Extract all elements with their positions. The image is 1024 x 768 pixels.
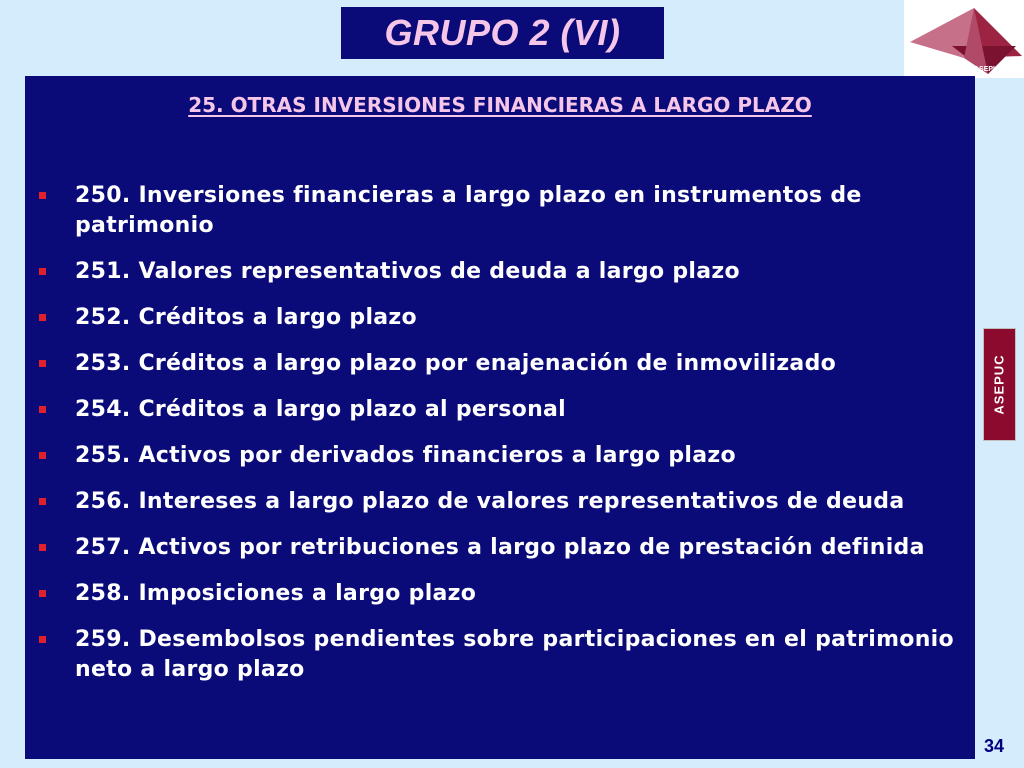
asepuc-logo-icon bbox=[904, 0, 1024, 78]
list-item: 254. Créditos a largo plazo al personal bbox=[37, 395, 957, 425]
list-item: 250. Inversiones financieras a largo plazo en instrumentos de patrimonio bbox=[37, 181, 957, 241]
bullet-icon bbox=[39, 498, 46, 505]
bullet-icon bbox=[39, 636, 46, 643]
list-item: 257. Activos por retribuciones a largo plazo de prestación definida bbox=[37, 533, 957, 563]
bullet-icon bbox=[39, 192, 46, 199]
side-tab-label: ASEPUC bbox=[992, 354, 1007, 415]
bullet-icon bbox=[39, 314, 46, 321]
account-list bbox=[37, 181, 957, 701]
bullet-icon bbox=[39, 590, 46, 597]
section-heading: 25. OTRAS INVERSIONES FINANCIERAS A LARGO PLAZO bbox=[188, 93, 812, 117]
bullet-icon bbox=[39, 268, 46, 275]
bullet-icon bbox=[39, 360, 46, 367]
bullet-icon bbox=[39, 452, 46, 459]
content-panel bbox=[25, 76, 975, 759]
list-item: 251. Valores representativos de deuda a largo plazo bbox=[37, 257, 957, 287]
list-item: 255. Activos por derivados financieros a largo plazo bbox=[37, 441, 957, 471]
page-number: 34 bbox=[984, 736, 1005, 756]
title-box bbox=[341, 7, 664, 59]
list-item: 259. Desembolsos pendientes sobre participaciones en el patrimonio neto a largo plazo bbox=[37, 625, 957, 685]
list-item: 253. Créditos a largo plazo por enajenación de inmovilizado bbox=[37, 349, 957, 379]
list-item: 252. Créditos a largo plazo bbox=[37, 303, 957, 333]
list-item: 258. Imposiciones a largo plazo bbox=[37, 579, 957, 609]
bullet-icon bbox=[39, 544, 46, 551]
list-item: 256. Intereses a largo plazo de valores representativos de deuda bbox=[37, 487, 957, 517]
slide-title: GRUPO 2 (VI) bbox=[384, 12, 621, 53]
asepuc-logo bbox=[904, 0, 1024, 78]
side-tab bbox=[983, 328, 1016, 441]
bullet-icon bbox=[39, 406, 46, 413]
svg-text:ASEPUC: ASEPUC bbox=[974, 66, 1004, 73]
